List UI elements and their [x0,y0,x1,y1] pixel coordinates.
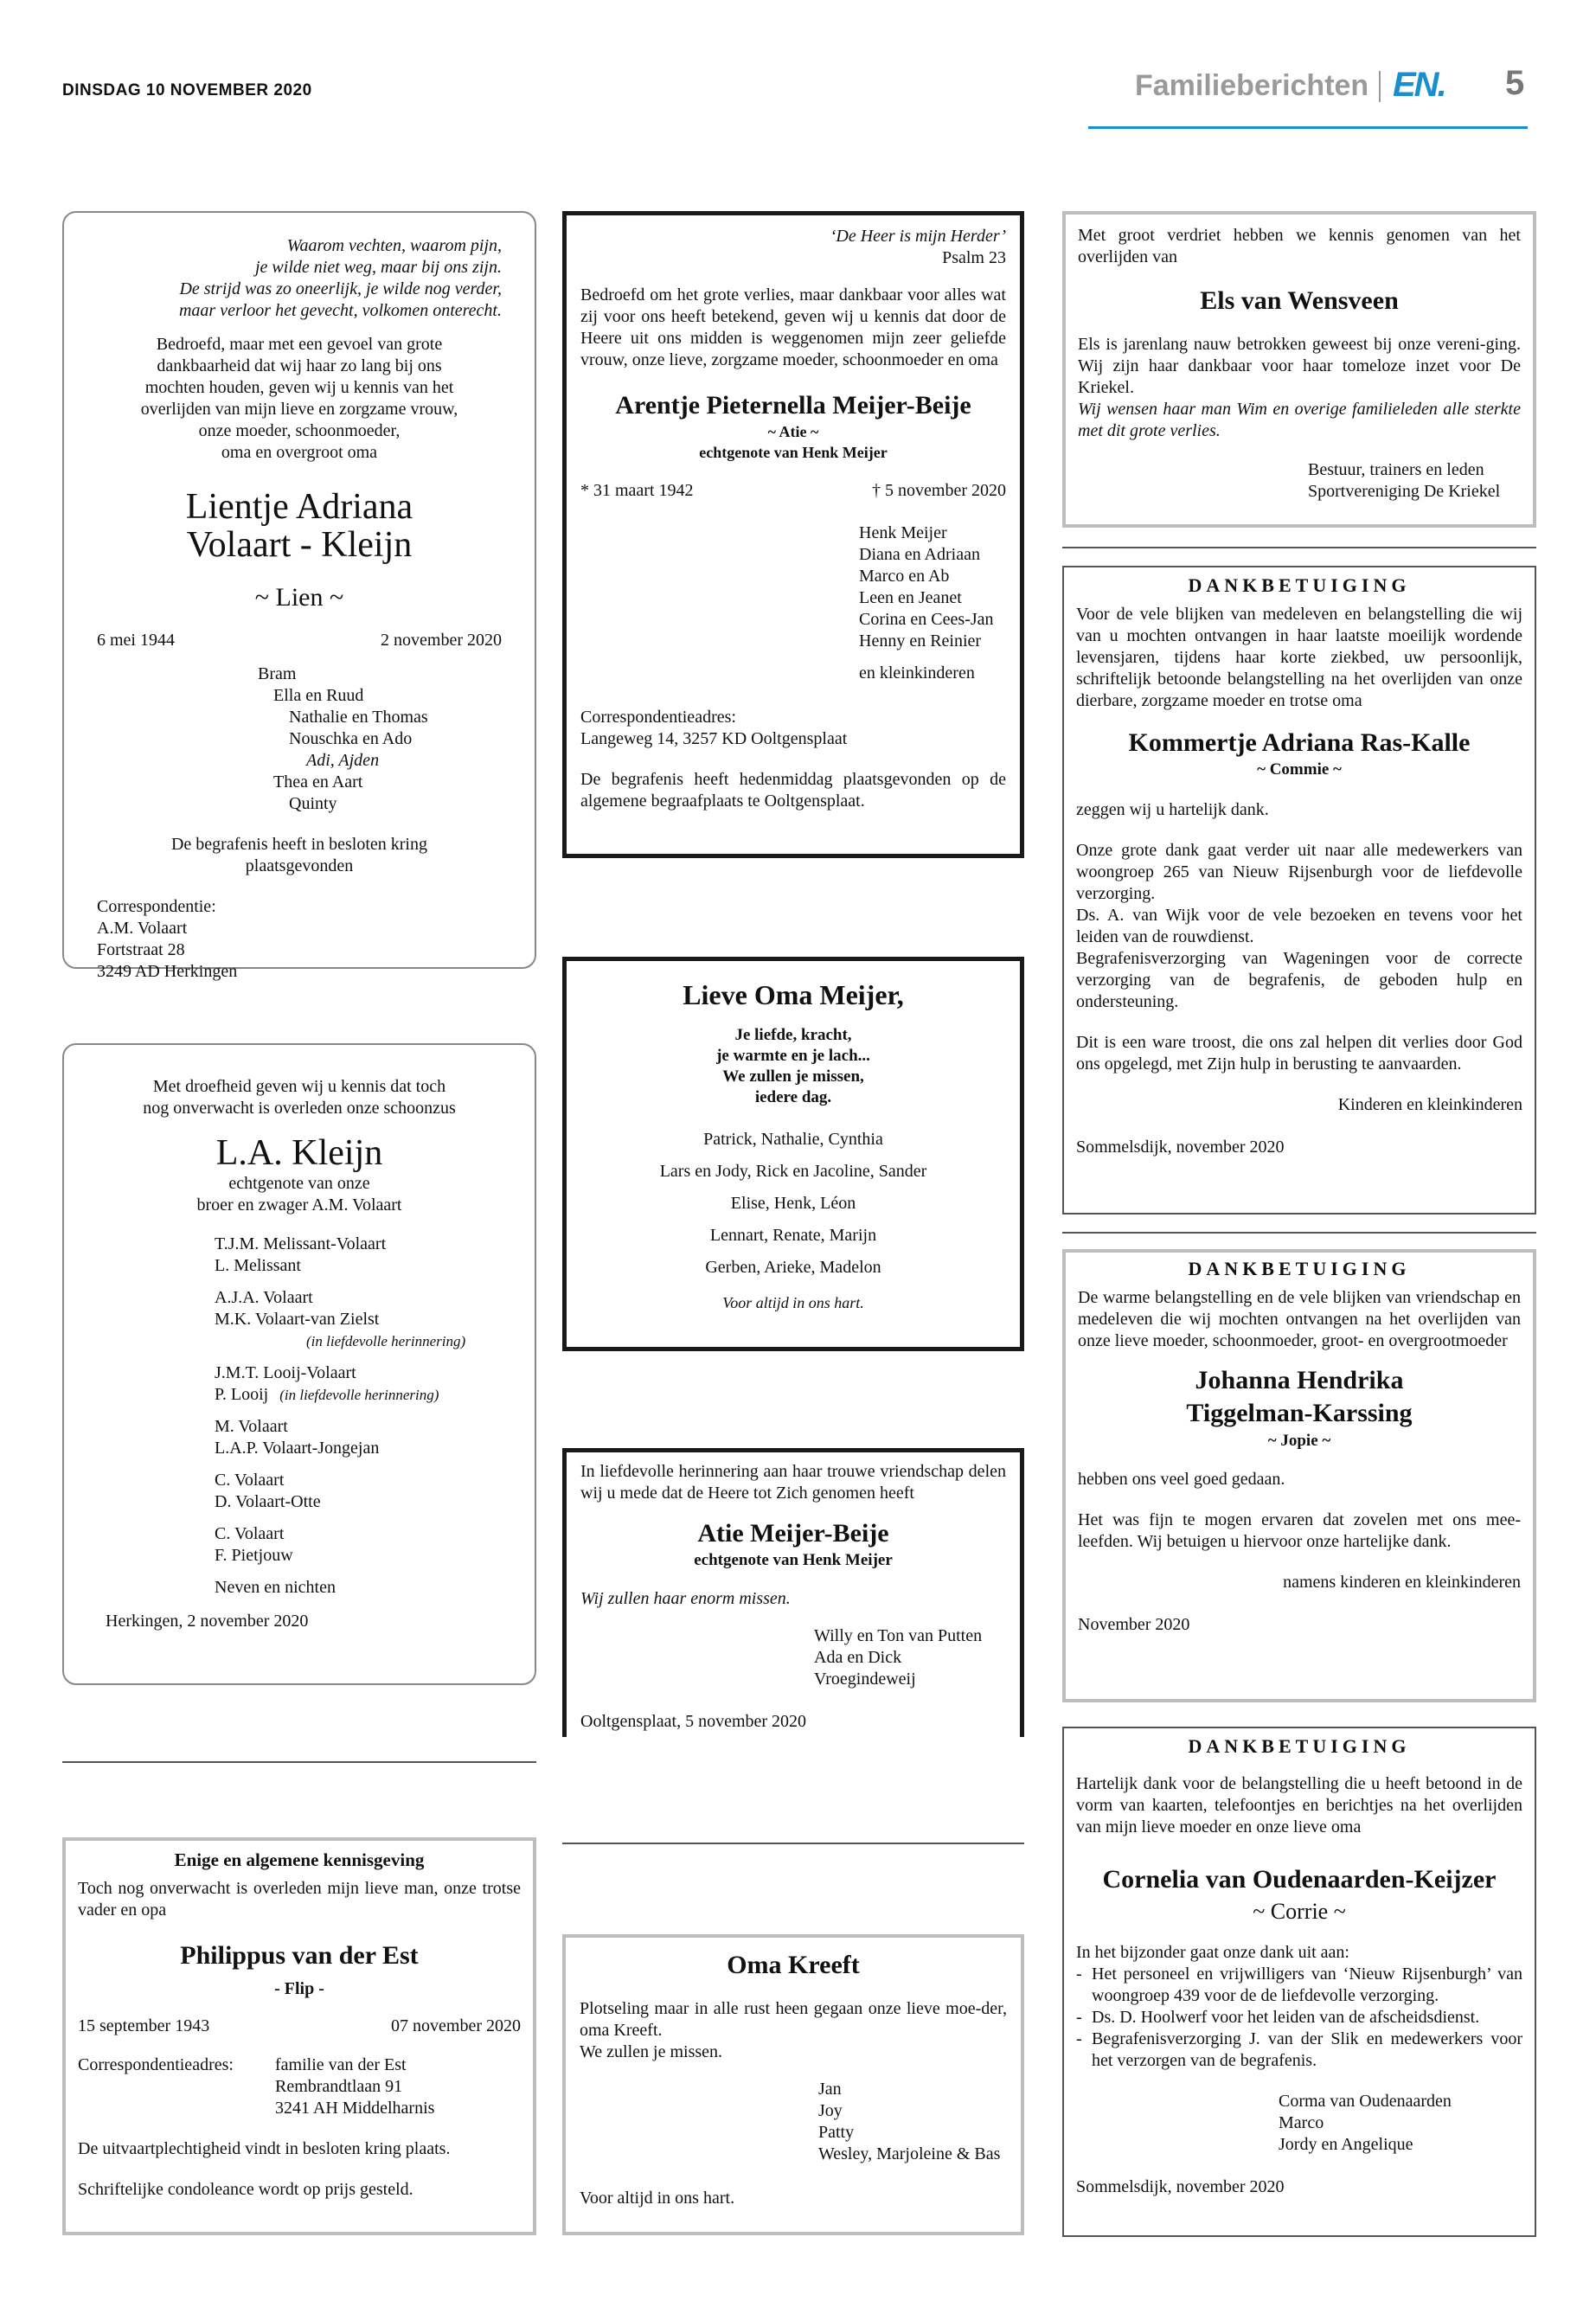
notice-kommertje-ras-kalle [1062,566,1536,1215]
poem: Waarom vechten, waarom pijn, je wilde niet weg, maar bij ons zijn. De strijd was zo oneerlijk, je wilde nog verder, maar verloor het gevecht, volkomen onterecht. [178,236,502,320]
thanks-list [1076,1964,1522,2072]
intro: In liefdevolle herinnering aan haar trouwe vriendschap delen wij u mede dat de Heere tot Zich genomen heeft [580,1462,1006,1503]
ceremony-note: De uitvaartplechtigheid vindt in besloten kring plaats. [78,2139,451,2158]
nickname: ~ Jopie ~ [1267,1432,1331,1450]
signers: Corma van Oudenaarden Marco Jordy en Angelique [1279,2092,1452,2154]
death-date: † 5 november 2020 [872,481,1006,500]
signers: namens kinderen en kleinkinderen [1283,1573,1521,1592]
deceased-name: Cornelia van Oudenaarden-Keijzer [1102,1865,1497,1894]
intro: Voor de vele blijken van medeleven en belangstelling die wij van u mochten ontvangen in haar laatste moeilijk wordende levensjaren, tijdens haar korte ziekbed, uw persoonlijk, schriftelijk betoonde belangstelling na het overlijden van onze dierbare, zorgzame moeder en trotse oma [1076,605,1522,710]
page-number: 5 [1505,64,1525,102]
notice-els-van-wensveen [1062,211,1536,528]
nickname: ~ Atie ~ [767,423,819,440]
psalm: Psalm 23 [942,248,1006,267]
deceased-name: Els van Wensveen [1200,286,1399,315]
heading: DANKBETUIGING [1188,574,1411,596]
issue-date: DINSDAG 10 NOVEMBER 2020 [62,81,312,99]
intro: Met droefheid geven wij u kennis dat toch nog onverwacht is overleden onze schoonzus [143,1077,456,1118]
notice-lieve-oma-meijer [562,957,1024,1351]
notice-oma-kreeft [562,1934,1024,2235]
note: Wij zullen haar enorm missen. [580,1589,791,1608]
deceased-name: Lientje Adriana Volaart - Kleijn [185,487,413,565]
intro: Plotseling maar in alle rust heen gegaan onze lieve moe-der, oma Kreeft. [580,1999,1007,2040]
list-item: - Ds. D. Hoolwerf voor het leiden van de afscheidsdienst. [1076,2008,1480,2027]
closing: Voor altijd in ons hart. [580,2189,735,2208]
intro: Met groot verdriet hebben we kennis genomen van het overlijden van [1078,226,1521,266]
spouse: echtgenote van Henk Meijer [694,1551,893,1569]
heading: Enige en algemene kennisgeving [174,1849,425,1870]
thanks-intro: In het bijzonder gaat onze dank uit aan: [1076,1943,1349,1962]
grandchildren-list: Patrick, Nathalie, Cynthia Lars en Jody, Rick en Jacoline, Sander Elise, Henk, Léon Lennart, Renate, Marijn Gerben, Arieke, Madelon [659,1130,927,1277]
nickname: ~ Lien ~ [254,583,344,612]
text: Els is jarenlang nauw betrokken geweest bij onze vereni-ging. Wij zijn haar dankbaar voor haar tomeloze inzet voor De Kriekel. [1078,335,1521,397]
correspondence: Correspondentie: A.M. Volaart Fortstraat 28 3249 AD Herkingen [97,897,238,981]
correspondence: Correspondentieadres: Langeweg 14, 3257 KD Ooltgensplaat [580,708,848,748]
notice-cornelia-van-oudenaarden-keijzer [1062,1727,1536,2237]
birth-date: 15 september 1943 [78,2016,210,2035]
death-date: 2 november 2020 [381,631,502,650]
deceased-name: Johanna Hendrika Tiggelman-Karssing [1186,1366,1413,1427]
intro: Bedroefd, maar met een gevoel van grote dankbaarheid dat wij haar zo lang bij ons mochten houden, geven wij u kennis van het overlijden van mijn lieve en zorgzame vrouw, onze moeder, schoonmoeder, oma en overgroot oma [140,335,458,462]
place-date: Herkingen, 2 november 2020 [106,1612,309,1631]
title: Lieve Oma Meijer, [683,979,904,1010]
dates [580,480,1006,502]
list-item: - Begrafenisverzorging J. van der Slik en medewerkers voor het verzorgen van de begrafenis. [1076,2029,1522,2070]
deceased-name: Arentje Pieternella Meijer-Beije [615,391,971,420]
heading: DANKBETUIGING [1188,1258,1411,1279]
title: Oma Kreeft [727,1951,860,1979]
nickname: - Flip - [274,1979,324,1998]
bible-quote: ‘De Heer is mijn Herder’ [830,227,1006,246]
dates [97,630,502,651]
closing: Voor altijd in ons hart. [722,1294,864,1311]
place-date: Ooltgensplaat, 5 november 2020 [580,1712,807,1731]
signers: Bestuur, trainers en leden Sportvereniging De Kriekel [1308,460,1501,501]
paragraph-4: Dit is een ware troost, die ons zal helpen dit verlies door God ons opgelegd, met Zijn hulp in berusting te aanvaarden. [1076,1033,1522,1074]
intro: Hartelijk dank voor de belangstelling die u heeft betoond in de vorm van kaarten, telefoontjes en berichtjes na het overlijden van mijn lieve moeder en onze lieve oma [1076,1774,1522,1836]
birth-date: 6 mei 1944 [97,631,175,650]
column-divider [1062,1232,1536,1234]
deceased-name: Kommertje Adriana Ras-Kalle [1128,728,1471,757]
notice-philippus-van-der-est [62,1837,536,2235]
list-item: - Het personeel en vrijwilligers van ‘Nieuw Rijsenburgh’ van woongroep 439 voor de de liefdevolle verzorging. [1076,1965,1522,2005]
intro: De warme belangstelling en de vele blijken van vriendschap en medeleven die wij mochten ontvangen na het overlijden van onze lieve moeder, schoonmoeder, groot- en overgrootmoeder [1078,1288,1521,1350]
column-divider [562,1843,1024,1844]
heading: DANKBETUIGING [1188,1735,1411,1757]
spouse: echtgenote van Henk Meijer [699,444,888,461]
signers: Kinderen en kleinkinderen [1337,1095,1522,1114]
paragraph-2: Het was fijn te mogen ervaren dat zovelen met ons mee-leefden. Wij betuigen u hiervoor onze hartelijke dank. [1078,1510,1521,1551]
funeral-note: De begrafenis heeft in besloten kring plaatsgevonden [170,835,427,875]
notice-johanna-tiggelman-karssing [1062,1249,1536,1702]
intro: Bedroefd om het grote verlies, maar dankbaar voor alles wat zij voor ons heeft betekend, geven wij u kennis dat door de Heere uit ons midden is weggenomen mijn zeer geliefde vrouw, onze lieve, zorgzame moeder, schoonmoeder en oma [580,285,1006,369]
intro: Toch nog onverwacht is overleden mijn lieve man, onze trotse vader en opa [78,1879,521,1920]
names: Jan Joy Patty Wesley, Marjoleine & Bas [818,2080,1001,2163]
family-list: Bram Ella en Ruud Nathalie en Thomas Nouschka en Ado Adi, Ajden Thea en Aart Quinty [258,664,428,813]
notice-la-kleijn [62,1043,536,1685]
deceased-name: Atie Meijer-Beije [697,1519,889,1548]
paragraph-3: Begrafenisverzorging van Wageningen voor de correcte verzorging van de begrafenis, de geboden hulp en ondersteuning. [1076,949,1522,1011]
notice-lientje-volaart-kleijn [62,211,536,981]
thanks: zeggen wij u hartelijk dank. [1076,800,1269,819]
place-date: Sommelsdijk, november 2020 [1076,2177,1285,2196]
nickname: ~ Corrie ~ [1253,1899,1346,1924]
birth-date: * 31 maart 1942 [580,481,694,500]
header-rule [1088,126,1528,129]
nickname: ~ Commie ~ [1257,760,1342,779]
notice-arentje-meijer-beije [562,211,1024,858]
paragraph-1: hebben ons veel goed gedaan. [1078,1470,1285,1489]
dates [78,2016,521,2037]
deceased-name: Philippus van der Est [180,1941,419,1970]
signers: Willy en Ton van Putten Ada en Dick Vroegindeweij [814,1626,983,1689]
header-divider [1379,71,1381,102]
death-date: 07 november 2020 [391,2016,521,2035]
place-date: Sommelsdijk, november 2020 [1076,1138,1285,1157]
newspaper-logo: EN. [1393,66,1445,104]
section-title: Familieberichten [1135,69,1369,102]
wish: Wij wensen haar man Wim en overige familieleden alle sterkte met dit grote verlies. [1078,400,1521,440]
paragraph-1: Onze grote dank gaat verder uit naar alle medewerkers van woongroep 265 van Nieuw Rijsenburgh voor de liefdevolle verzorging. [1076,841,1522,903]
column-divider [62,1761,536,1763]
notice-atie-meijer-beije [562,1448,1024,1737]
column-divider [1062,547,1536,548]
family-list: Henk Meijer Diana en Adriaan Marco en Ab Leen en Jeanet Corina en Cees-Jan Henny en Reinier en kleinkinderen [859,523,994,683]
relation: echtgenote van onze broer en zwager A.M. Volaart [196,1174,402,1215]
paragraph-2: Ds. A. van Wijk voor de vele bezoeken en tevens voor het leiden van de rouwdienst. [1076,906,1522,946]
date: November 2020 [1078,1615,1190,1634]
correspondence: Correspondentieadres: familie van der Est Rembrandtlaan 91 3241 AH Middelharnis [78,2055,435,2118]
funeral-note: De begrafenis heeft hedenmiddag plaatsgevonden op de algemene begraafplaats te Ooltgensplaat. [580,770,1006,811]
intro-2: We zullen je missen. [580,2042,723,2061]
family-groups: T.J.M. Melissant-Volaart L. Melissant A.J.A. Volaart M.K. Volaart-van Zielst (in liefdevolle herinnering) J.M.T. Looij-Volaart P. Looij (in liefdevolle herinnering) M. Volaart L.A.P. Volaart-Jongejan C. Volaart D. Volaart-Otte C. Volaart F. Pietjouw Neven en nichten [215,1234,466,1597]
deceased-name: L.A. Kleijn [215,1133,383,1173]
condolence-note: Schriftelijke condoleance wordt op prijs gesteld. [78,2180,413,2199]
poem: Je liefde, kracht, je warmte en je lach... We zullen je missen, iedere dag. [716,1026,870,1106]
